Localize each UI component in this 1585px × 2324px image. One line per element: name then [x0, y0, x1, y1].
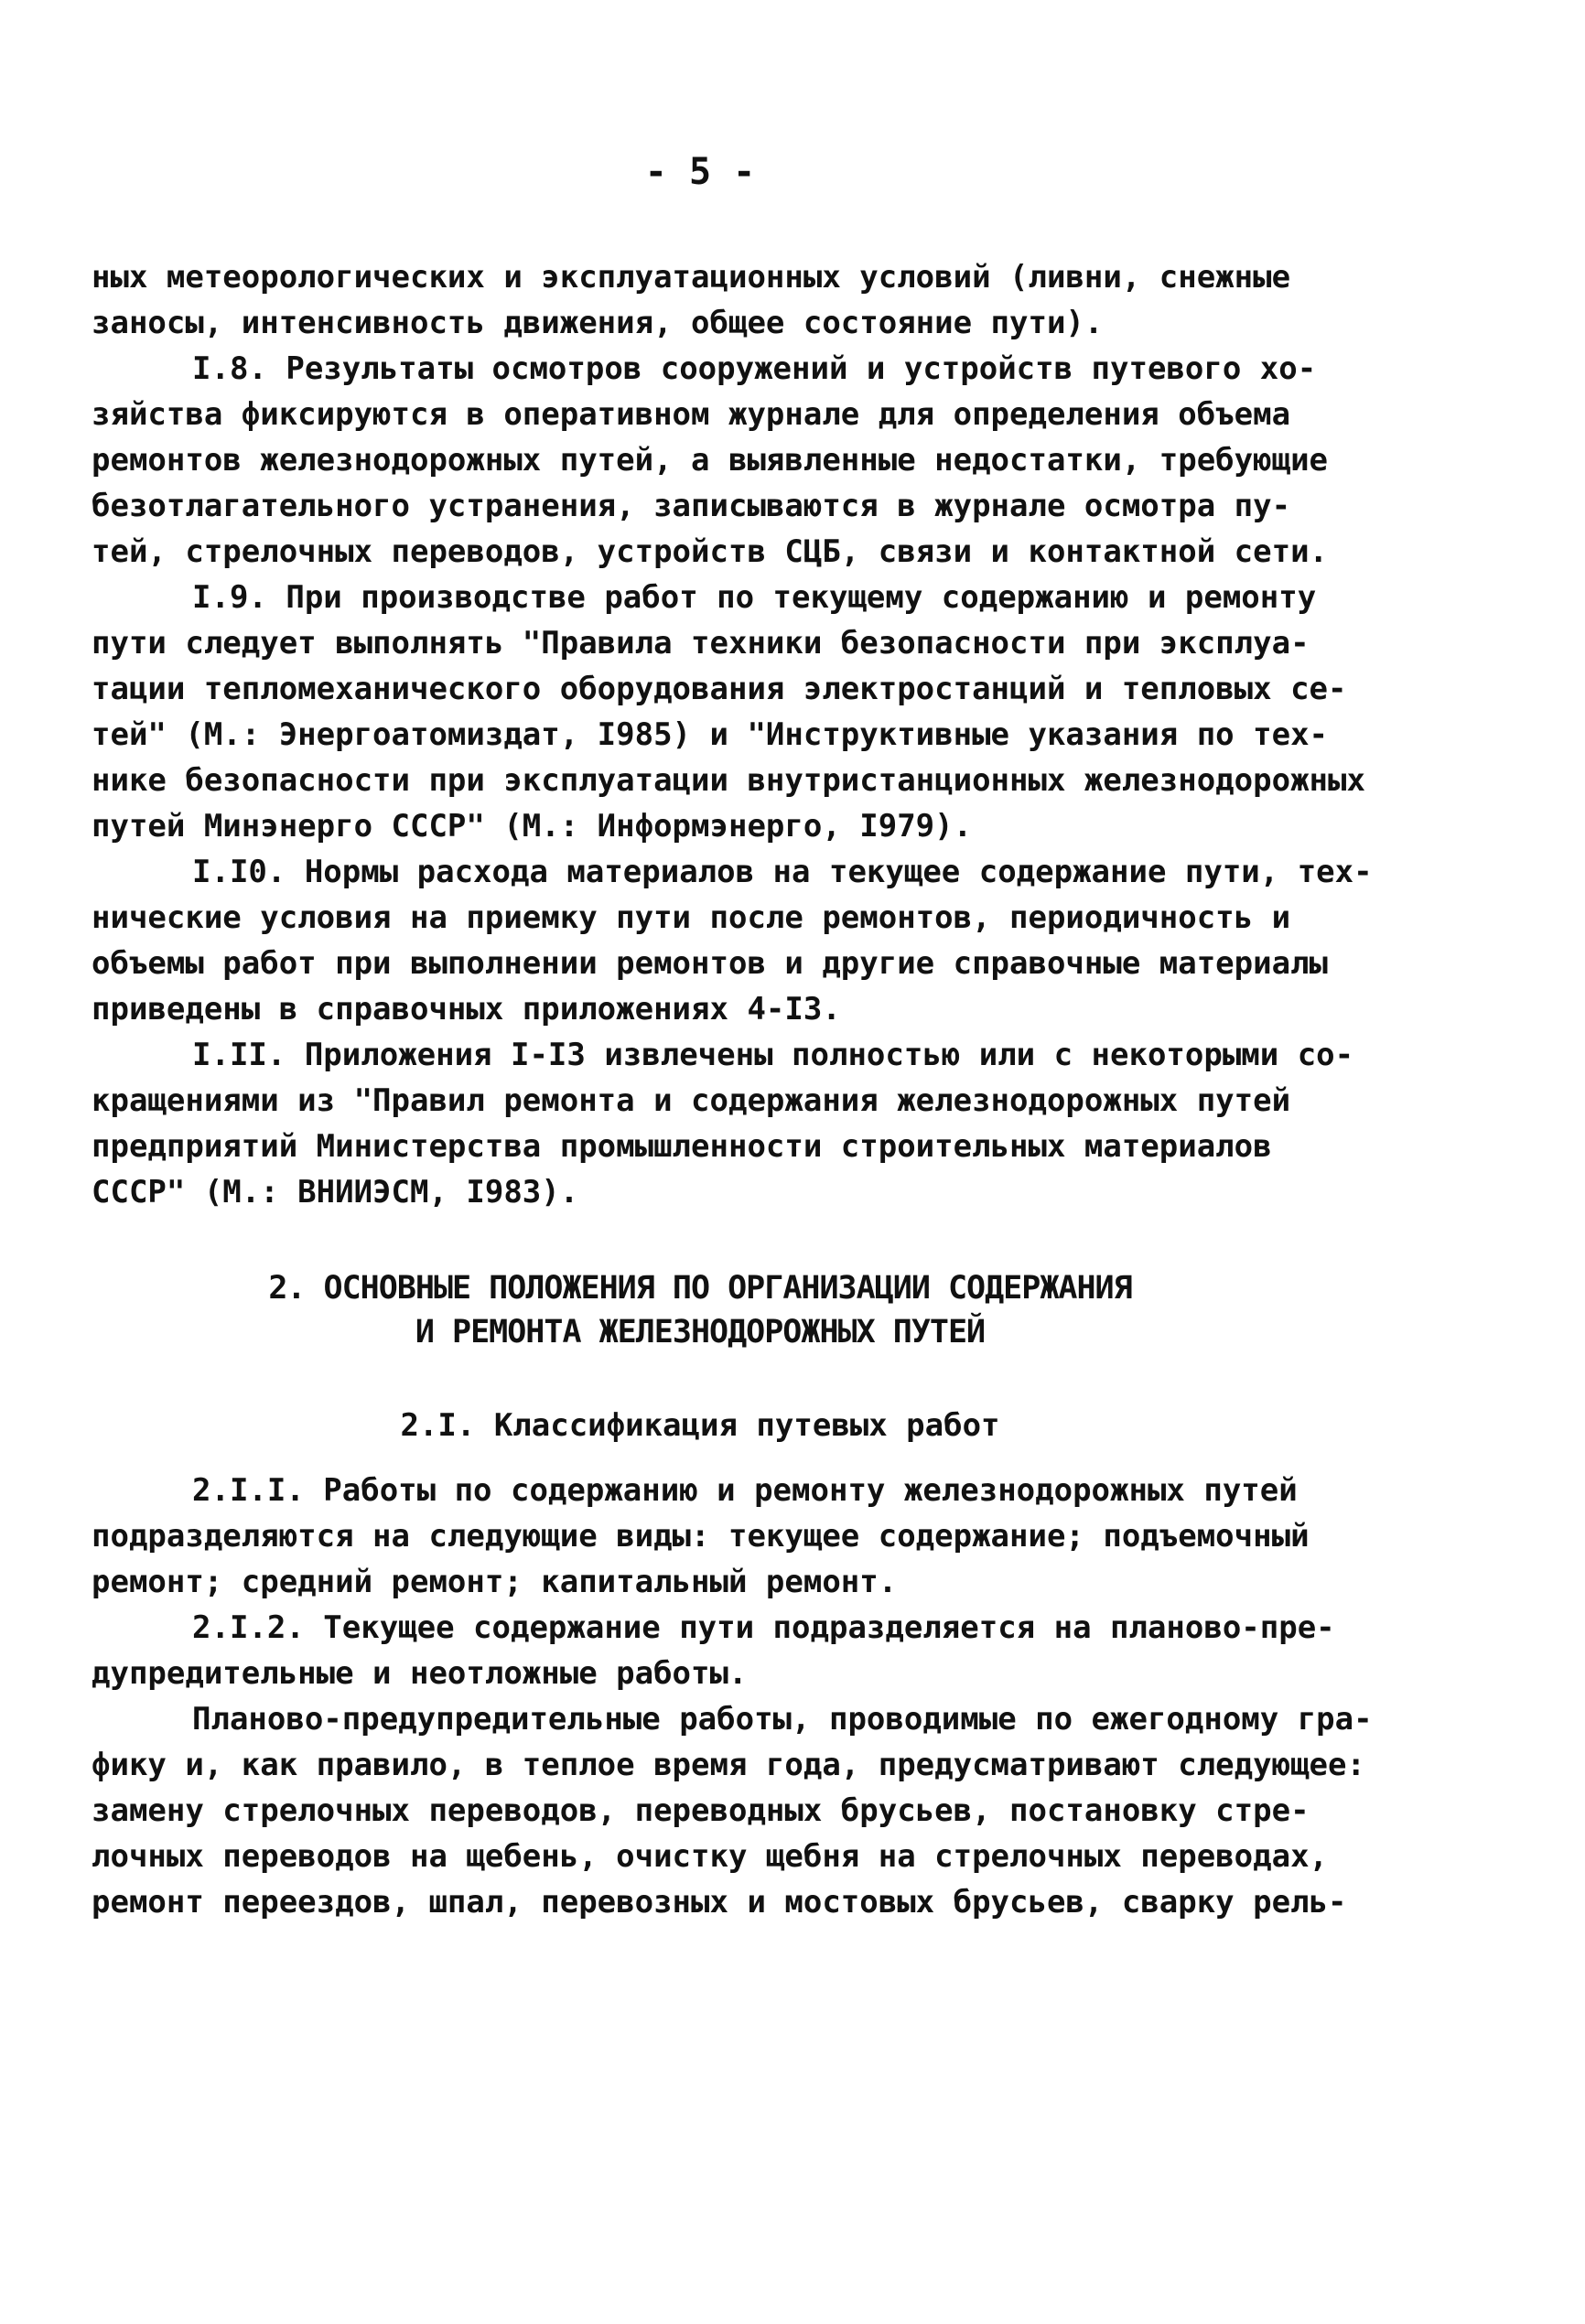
paragraph-planned-works: Планово-предупредительные работы, проводимые по ежегодному гра-	[192, 1701, 1373, 1738]
text-line: дупредительные и неотложные работы.	[92, 1655, 748, 1692]
text-line: замену стрелочных переводов, переводных брусьев, постановку стре-	[92, 1792, 1310, 1829]
text-line: подразделяются на следующие виды: текущее содержание; подъемочный	[92, 1518, 1310, 1555]
text-line: нике безопасности при эксплуатации внутристанционных железнодорожных	[92, 762, 1365, 799]
text-line: приведены в справочных приложениях 4-I3.	[92, 991, 841, 1028]
paragraph-1-8: I.8. Результаты осмотров сооружений и устройств путевого хо-	[192, 350, 1317, 387]
section-title-line-2: И РЕМОНТА ЖЕЛЕЗНОДОРОЖНЫХ ПУТЕЙ	[415, 1314, 986, 1350]
text-line: фику и, как правило, в теплое время года, предусматривают следующее:	[92, 1747, 1365, 1783]
paragraph-1-9: I.9. При производстве работ по текущему содержанию и ремонту	[192, 579, 1317, 616]
text-line: зяйства фиксируются в оперативном журнале для определения объема	[92, 396, 1291, 433]
text-line: СССР" (М.: ВНИИЭСМ, I983).	[92, 1174, 579, 1210]
text-line: лочных переводов на щебень, очистку щебня на стрелочных переводах,	[92, 1838, 1329, 1875]
paragraph-2-1-1: 2.I.I. Работы по содержанию и ремонту железнодорожных путей	[192, 1472, 1298, 1509]
subsection-title: 2.I. Классификация путевых работ	[400, 1407, 1000, 1444]
text-line: ремонт переездов, шпал, перевозных и мостовых брусьев, сварку рель-	[92, 1884, 1347, 1921]
text-line: безотлагательного устранения, записываются в журнале осмотра пу-	[92, 488, 1291, 524]
page-number: - 5 -	[644, 151, 756, 193]
paragraph-1-10: I.I0. Нормы расхода материалов на текущее содержание пути, тех-	[192, 854, 1373, 890]
text-line: предприятий Министерства промышленности строительных материалов	[92, 1128, 1272, 1165]
text-line: тации тепломеханического оборудования электростанций и тепловых се-	[92, 671, 1347, 707]
text-line: пути следует выполнять "Правила техники безопасности при эксплуа-	[92, 625, 1310, 662]
paragraph-2-1-2: 2.I.2. Текущее содержание пути подразделяется на планово-пре-	[192, 1609, 1335, 1646]
text-line: тей, стрелочных переводов, устройств СЦБ, связи и контактной сети.	[92, 533, 1329, 570]
section-title	[0, 1266, 1400, 1354]
text-line: ремонтов железнодорожных путей, а выявленные недостатки, требующие	[92, 442, 1329, 479]
text-line: заносы, интенсивность движения, общее состояние пути).	[92, 305, 1104, 341]
text-line: путей Минэнерго СССР" (М.: Информэнерго, I979).	[92, 808, 973, 845]
text-line: ремонт; средний ремонт; капитальный ремонт.	[92, 1564, 898, 1600]
text-line: объемы работ при выполнении ремонтов и другие справочные материалы	[92, 945, 1329, 982]
text-line: кращениями из "Правил ремонта и содержания железнодорожных путей	[92, 1082, 1291, 1119]
body-text-block-1	[92, 254, 1391, 1215]
section-title-line-1: 2. ОСНОВНЫЕ ПОЛОЖЕНИЯ ПО ОРГАНИЗАЦИИ СОДЕРЖАНИЯ	[268, 1270, 1132, 1307]
text-line: нические условия на приемку пути после ремонтов, периодичность и	[92, 899, 1291, 936]
body-text-block-2	[92, 1468, 1391, 1925]
paragraph-1-11: I.II. Приложения I-I3 извлечены полностью или с некоторыми со-	[192, 1037, 1354, 1073]
text-line: тей" (М.: Энергоатомиздат, I985) и "Инструктивные указания по тех-	[92, 716, 1329, 753]
text-line: ных метеорологических и эксплуатационных условий (ливни, снежные	[92, 259, 1291, 296]
